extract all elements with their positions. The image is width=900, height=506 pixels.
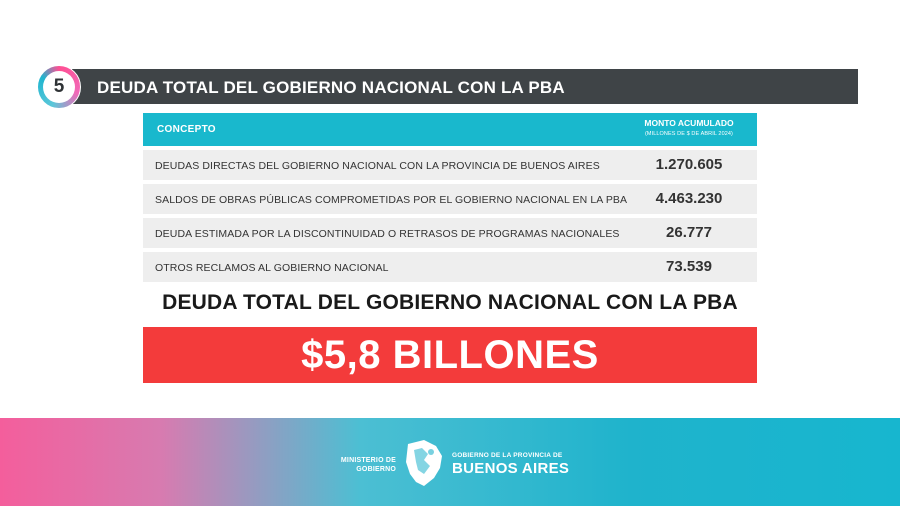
row-concept: DEUDA ESTIMADA POR LA DISCONTINUIDAD O RETRASOS DE PROGRAMAS NACIONALES <box>155 228 620 240</box>
row-concept: DEUDAS DIRECTAS DEL GOBIERNO NACIONAL CON LA PROVINCIA DE BUENOS AIRES <box>155 160 600 172</box>
ministry-line1: MINISTERIO DE <box>340 457 396 464</box>
table-row <box>143 150 757 180</box>
total-value: $5,8 BILLONES <box>301 333 599 377</box>
page-title: DEUDA TOTAL DEL GOBIERNO NACIONAL CON LA PBA <box>97 78 565 97</box>
row-amount: 26.777 <box>666 224 712 241</box>
ministry-line2: GOBIERNO <box>356 466 396 473</box>
column-header-concept: CONCEPTO <box>157 124 216 135</box>
column-header-amount-unit: (MILLONES DE $ DE ABRIL 2024) <box>645 131 733 137</box>
table-header <box>143 113 757 146</box>
row-concept: OTROS RECLAMOS AL GOBIERNO NACIONAL <box>155 262 389 274</box>
row-concept: SALDOS DE OBRAS PÚBLICAS COMPROMETIDAS POR EL GOBIERNO NACIONAL EN LA PBA <box>155 194 628 206</box>
row-amount: 4.463.230 <box>655 190 723 207</box>
government-label-line1: GOBIERNO DE LA PROVINCIA DE <box>452 452 563 459</box>
table-row <box>143 218 757 248</box>
row-amount: 73.539 <box>666 258 712 275</box>
row-amount: 1.270.605 <box>655 156 723 173</box>
table-row <box>143 184 757 214</box>
table-row <box>143 252 757 282</box>
step-number: 5 <box>43 71 75 103</box>
step-badge <box>37 65 81 109</box>
total-label: DEUDA TOTAL DEL GOBIERNO NACIONAL CON LA PBA <box>162 291 738 314</box>
total-box <box>143 327 757 383</box>
column-header-amount: MONTO ACUMULADO <box>644 118 734 128</box>
footer-band <box>0 418 900 506</box>
provincial-shield-icon <box>404 438 446 488</box>
government-label-line2: BUENOS AIRES <box>452 460 570 477</box>
ministry-label <box>334 456 396 474</box>
